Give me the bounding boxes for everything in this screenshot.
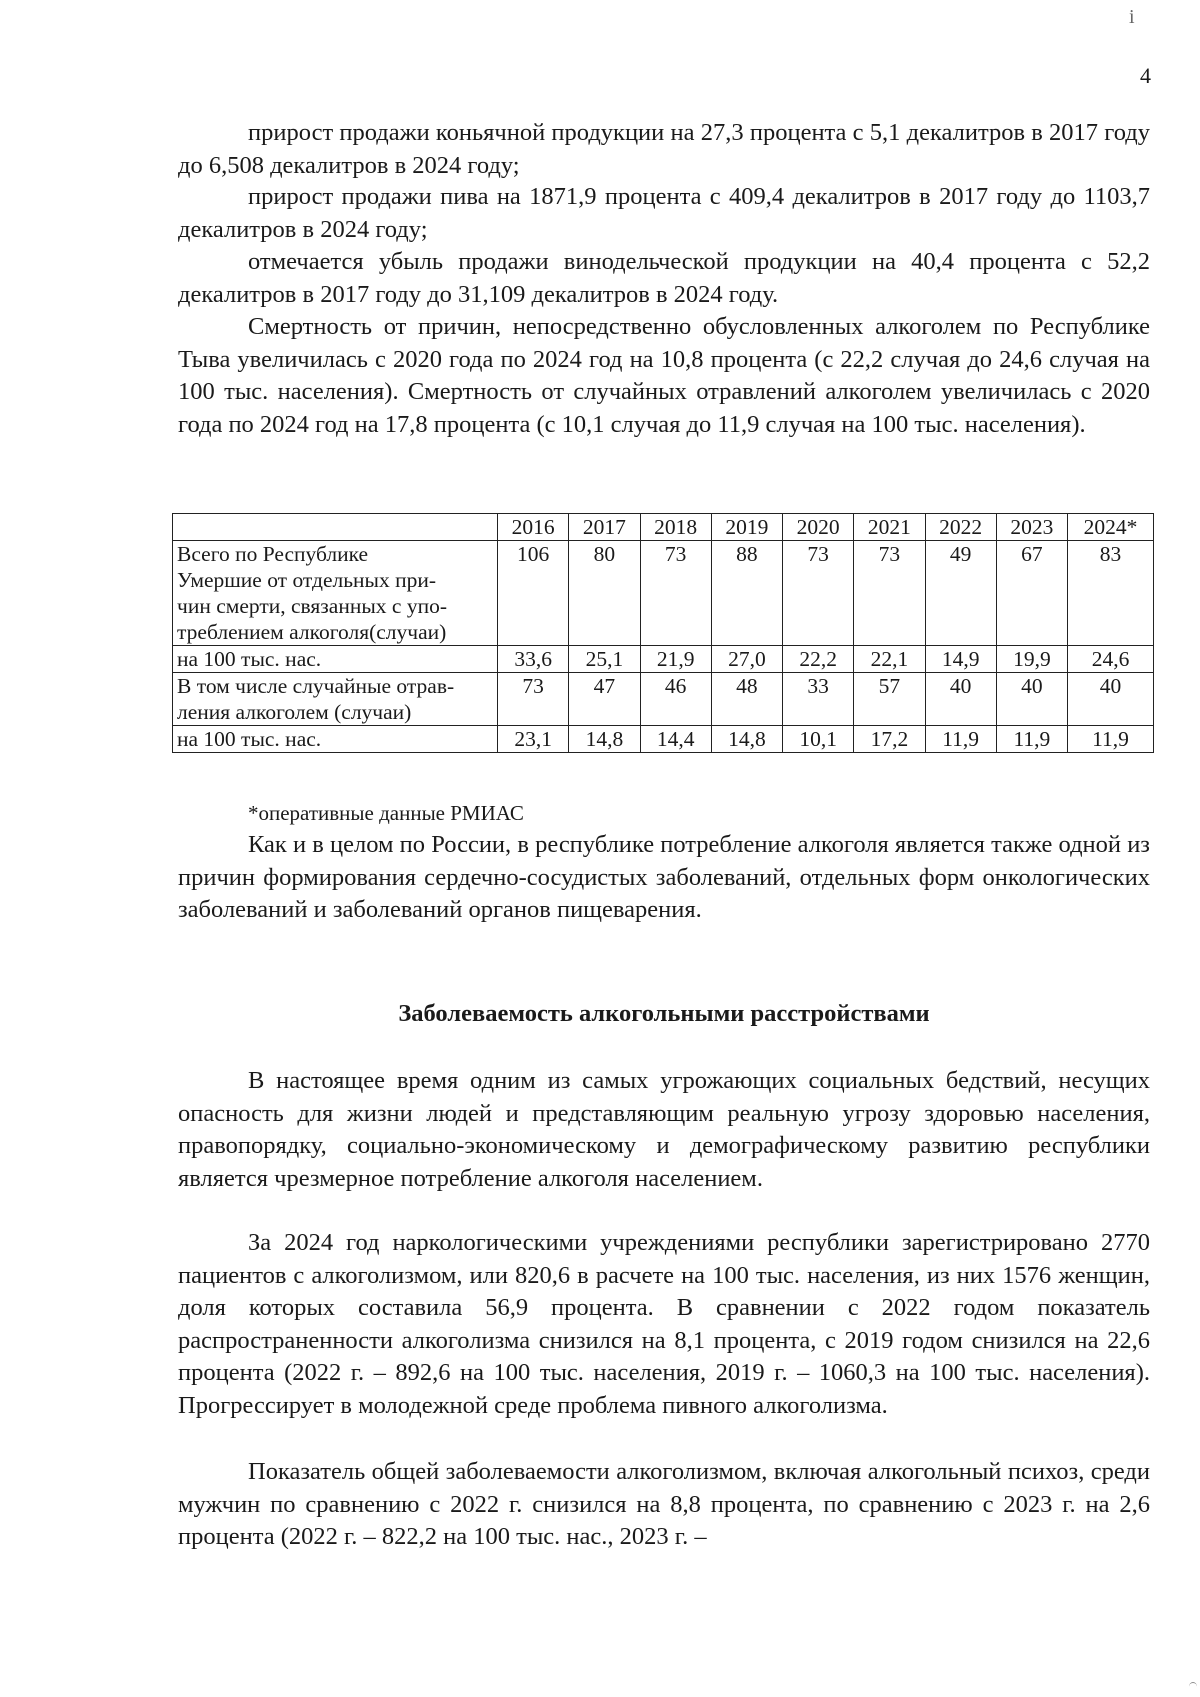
paragraph-cognac-sales: прирост продажи коньячной продукции на 27,3 процента с 5,1 декалитров в 2017 году до 6,508 декалитров в 2024 году; [178, 119, 1150, 179]
table-cell: 73 [640, 541, 711, 646]
paragraph-mortality: Смертность от причин, непосредственно обусловленных алкоголем по Республике Тыва увеличилась с 2020 года по 2024 год на 10,8 процента (с 22,2 случая до 24,6 случая на 100 тыс. населения). Смертность от случайных отравлений алкоголем увеличилась с 2020 года по 2024 год на 17,8 процента (с 10,1 случая до 11,9 случая на 100 тыс. населения). [178, 313, 1150, 438]
table-cell: 14,9 [925, 646, 996, 673]
year-header: 2019 [711, 514, 782, 541]
table-cell: 25,1 [569, 646, 640, 673]
table-header-row [173, 514, 1154, 541]
row-label [173, 646, 498, 673]
row-label [173, 673, 498, 726]
year-header: 2017 [569, 514, 640, 541]
table-cell: 40 [925, 673, 996, 726]
row-label-line: на 100 тыс. нас. [177, 647, 322, 671]
year-header: 2022 [925, 514, 996, 541]
table-cell: 73 [498, 673, 569, 726]
table-cell: 106 [498, 541, 569, 646]
table-footnote: *оперативные данные РМИАС [248, 801, 524, 825]
paragraph-wine-sales: отмечается убыль продажи винодельческой продукции на 40,4 процента с 52,2 декалитров в 2017 году до 31,109 декалитров в 2024 году. [178, 248, 1150, 308]
table-cell: 57 [854, 673, 925, 726]
table-cell: 67 [996, 541, 1067, 646]
table-cell: 14,8 [569, 726, 640, 753]
paragraph-disease-causes: Как и в целом по России, в республике потребление алкоголя является также одной из причин формирования сердечно-сосудистых заболеваний, отдельных форм онкологических заболеваний и заболеваний органов пищеварения. [178, 831, 1150, 923]
table-cell: 33 [783, 673, 854, 726]
year-header: 2023 [996, 514, 1067, 541]
table-cell: 83 [1068, 541, 1154, 646]
table-cell: 22,2 [783, 646, 854, 673]
table-cell: 17,2 [854, 726, 925, 753]
table-cell: 14,8 [711, 726, 782, 753]
table-row [173, 541, 1154, 646]
mortality-table [172, 513, 1154, 753]
row-label-line: В том числе случайные отрав- [177, 674, 455, 698]
table-cell: 73 [854, 541, 925, 646]
paragraph-morbidity-men: Показатель общей заболеваемости алкоголизмом, включая алкогольный психоз, среди мужчин по сравнению с 2022 г. снизился на 8,8 процента, по сравнению с 2023 г. на 2,6 процента (2022 г. – 822,2 на 100 тыс. нас., 2023 г. – [178, 1458, 1150, 1550]
table-row [173, 673, 1154, 726]
table-cell: 33,6 [498, 646, 569, 673]
year-header: 2021 [854, 514, 925, 541]
table-cell: 11,9 [925, 726, 996, 753]
paragraph-beer-sales: прирост продажи пива на 1871,9 процента с 409,4 декалитров в 2017 году до 1103,7 декалитров в 2024 году; [178, 183, 1150, 243]
table-corner-cell [173, 514, 498, 541]
year-header: 2016 [498, 514, 569, 541]
table-cell: 73 [783, 541, 854, 646]
scan-edge-mark [1189, 1682, 1197, 1691]
section-title: Заболеваемость алкогольными расстройствами [398, 1000, 930, 1027]
table-cell: 80 [569, 541, 640, 646]
row-label [173, 726, 498, 753]
table-cell: 11,9 [1068, 726, 1154, 753]
table-cell: 47 [569, 673, 640, 726]
table-cell: 46 [640, 673, 711, 726]
table-cell: 49 [925, 541, 996, 646]
row-label-line: треблением алкоголя(случаи) [177, 620, 447, 644]
table-cell: 40 [996, 673, 1067, 726]
table-cell: 21,9 [640, 646, 711, 673]
table-cell: 40 [1068, 673, 1154, 726]
year-header: 2020 [783, 514, 854, 541]
year-header: 2018 [640, 514, 711, 541]
corner-mark: i [1129, 6, 1135, 28]
year-header: 2024* [1068, 514, 1154, 541]
table-cell: 14,4 [640, 726, 711, 753]
table-cell: 48 [711, 673, 782, 726]
table-cell: 24,6 [1068, 646, 1154, 673]
table-cell: 11,9 [996, 726, 1067, 753]
table-row [173, 646, 1154, 673]
row-label-line: ления алкоголем (случаи) [177, 700, 412, 724]
table-cell: 10,1 [783, 726, 854, 753]
row-label-line: Всего по Республике [177, 542, 369, 566]
table-cell: 22,1 [854, 646, 925, 673]
page-number: 4 [1140, 63, 1151, 88]
row-label-line: чин смерти, связанных с упо- [177, 594, 448, 618]
table-cell: 19,9 [996, 646, 1067, 673]
row-label-line: на 100 тыс. нас. [177, 727, 322, 751]
paragraph-social-threat: В настоящее время одним из самых угрожающих социальных бедствий, несущих опасность для жизни людей и представляющим реальную угрозу здоровью населения, правопорядку, социально-экономическому и демографическому развитию республики является чрезмерное потребление алкоголя населением. [178, 1067, 1150, 1192]
table-row [173, 726, 1154, 753]
paragraph-registered-patients: За 2024 год наркологическими учреждениями республики зарегистрировано 2770 пациентов с алкоголизмом, или 820,6 в расчете на 100 тыс. населения, из них 1576 женщин, доля которых составила 56,9 процента. В сравнении с 2022 годом показатель распространенности алкоголизма снизился на 8,1 процента, с 2019 годом снизился на 22,6 процента (2022 г. – 892,6 на 100 тыс. населения, 2019 г. – 1060,3 на 100 тыс. населения). Прогрессирует в молодежной среде проблема пивного алкоголизма. [178, 1229, 1150, 1419]
table-cell: 27,0 [711, 646, 782, 673]
row-label-line: Умершие от отдельных при- [177, 568, 437, 592]
table-cell: 88 [711, 541, 782, 646]
row-label [173, 541, 498, 646]
table-cell: 23,1 [498, 726, 569, 753]
